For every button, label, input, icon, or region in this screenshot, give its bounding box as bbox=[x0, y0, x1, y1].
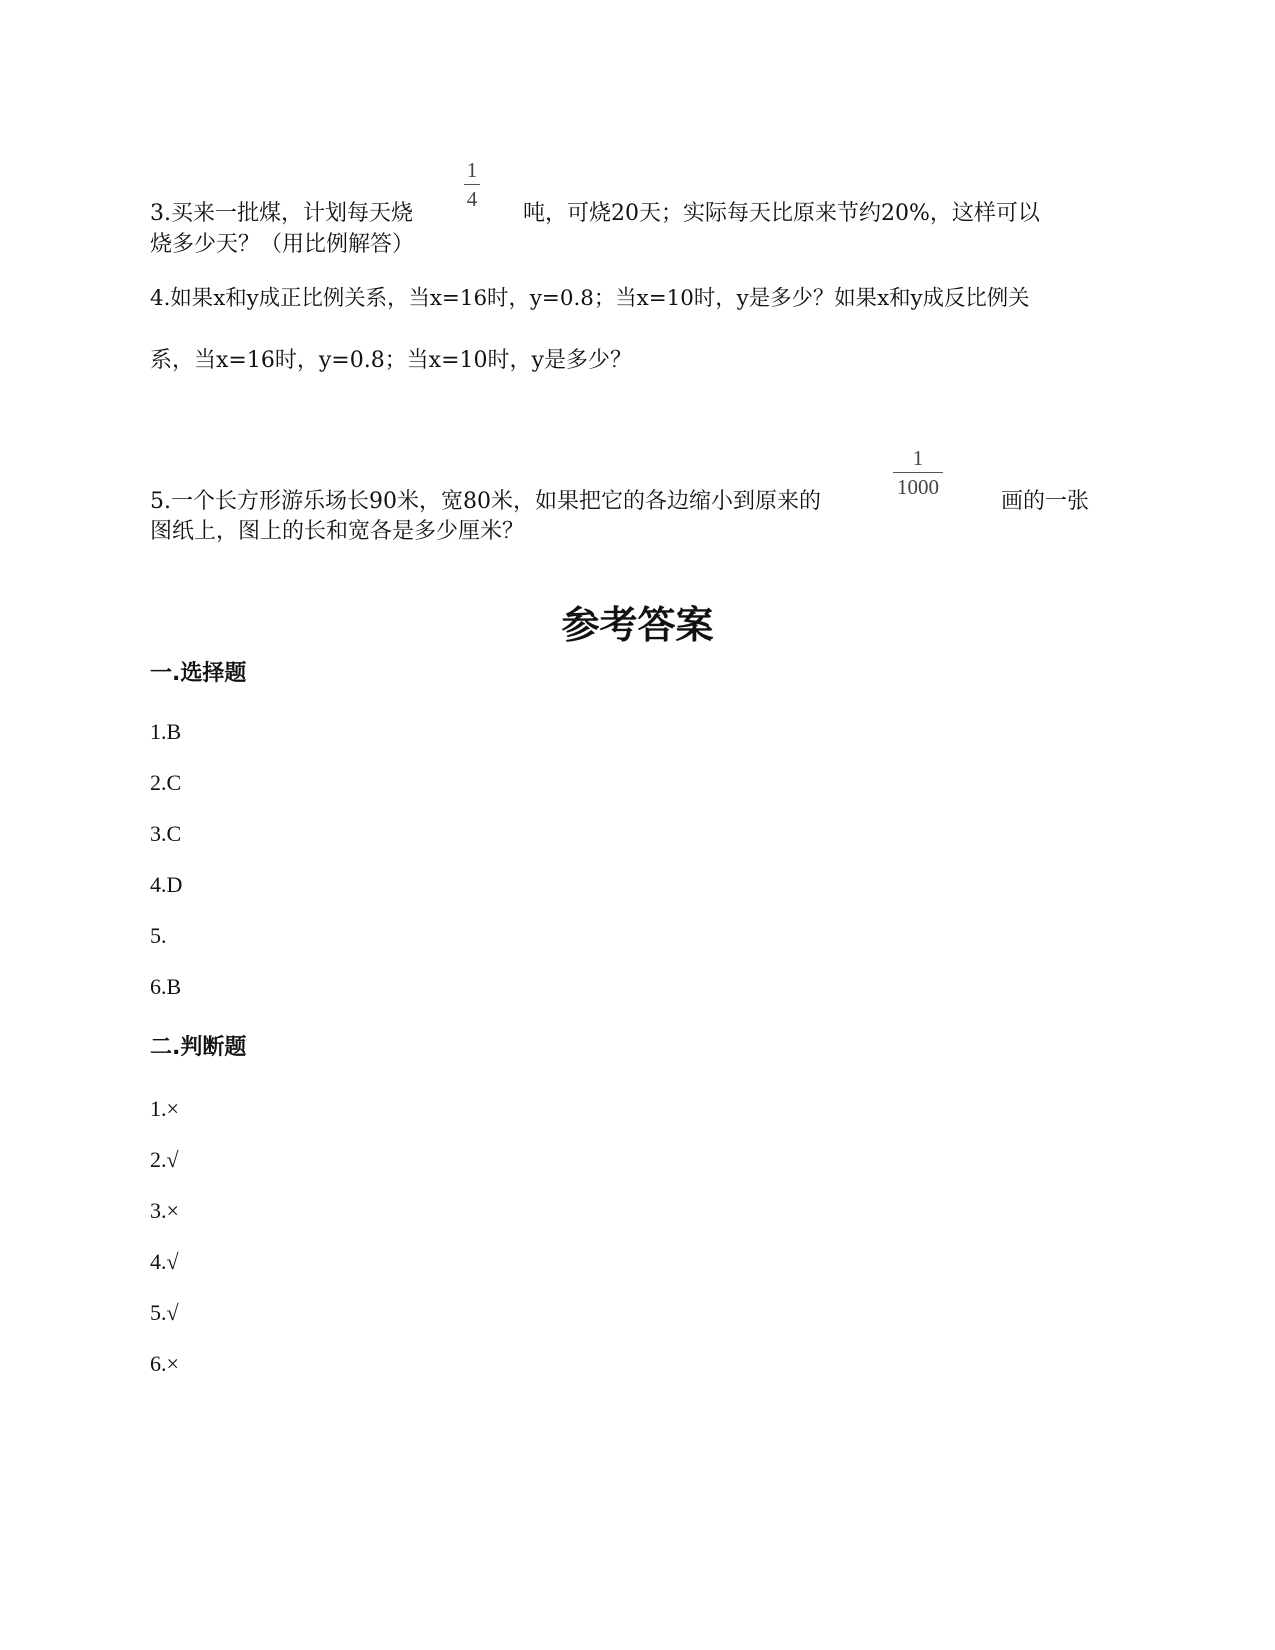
q3-fraction bbox=[457, 158, 487, 211]
section2-answer-1: 1.× bbox=[150, 1096, 179, 1121]
q5-line1-part1: 5.一个长方形游乐场长90米，宽80米，如果把它的各边缩小到原来的 bbox=[150, 489, 821, 514]
section2-answer-4: 4.√ bbox=[150, 1249, 179, 1274]
q5-fraction bbox=[890, 446, 946, 499]
section1-answer-4: 4.D bbox=[150, 872, 183, 897]
section2-answer-6: 6.× bbox=[150, 1351, 179, 1376]
q4-line2: 系，当x=16时，y=0.8；当x=10时，y是多少？ bbox=[150, 348, 632, 373]
section2-answer-3: 3.× bbox=[150, 1198, 179, 1223]
q3-fraction-bar bbox=[464, 184, 480, 185]
q5-fraction-bar bbox=[893, 472, 943, 473]
q5-line2: 图纸上，图上的长和宽各是多少厘米？ bbox=[150, 519, 525, 544]
section2-answer-2: 2.√ bbox=[150, 1147, 179, 1172]
section1-heading: 一.选择题 bbox=[150, 661, 247, 686]
section2-answer-5: 5.√ bbox=[150, 1300, 179, 1325]
q3-line2: 烧多少天？（用比例解答） bbox=[150, 232, 415, 257]
section1-answer-3: 3.C bbox=[150, 821, 182, 846]
q4-line1: 4.如果x和y成正比例关系，当x=16时，y=0.8；当x=10时，y是多少？如果x和y成反比例关 bbox=[150, 286, 1030, 311]
section1-answer-2: 2.C bbox=[150, 770, 182, 795]
q5-line1-part2: 画的一张 bbox=[1001, 489, 1090, 514]
q3-fraction-denominator: 4 bbox=[466, 187, 478, 211]
q5-fraction-numerator: 1 bbox=[912, 446, 924, 470]
section1-answer-6: 6.B bbox=[150, 974, 182, 999]
section2-heading: 二.判断题 bbox=[150, 1035, 247, 1060]
answers-title: 参考答案 bbox=[561, 603, 714, 647]
section1-answer-5: 5. bbox=[150, 923, 167, 948]
section1-answer-1: 1.B bbox=[150, 719, 182, 744]
q3-line1-part2: 吨，可烧20天；实际每天比原来节约20%，这样可以 bbox=[523, 201, 1040, 226]
q5-fraction-denominator: 1000 bbox=[897, 475, 939, 499]
q3-fraction-numerator: 1 bbox=[466, 158, 478, 182]
q3-line1-part1: 3.买来一批煤，计划每天烧 bbox=[150, 201, 413, 226]
